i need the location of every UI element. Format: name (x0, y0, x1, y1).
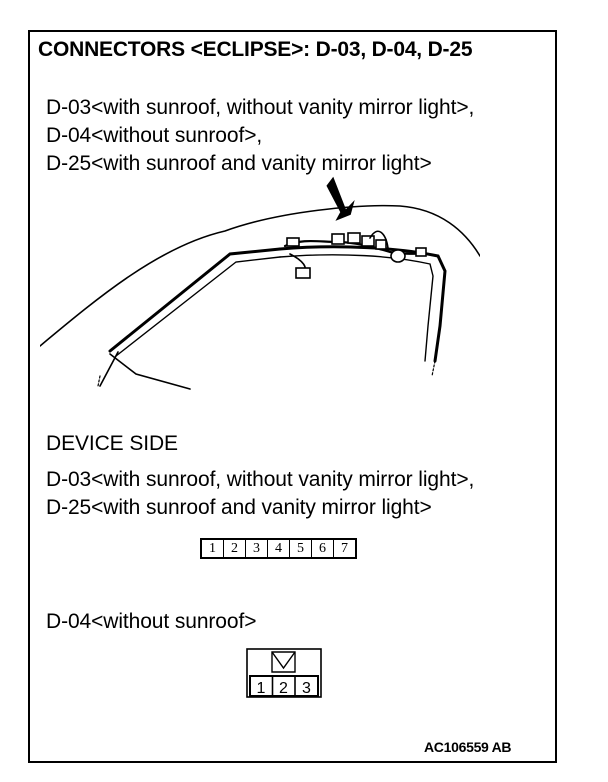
connector-3-pin-outline (246, 648, 322, 698)
device-line-d03: D-03<with sunroof, without vanity mirror light>, (46, 468, 475, 491)
device-line-d25: D-25<with sunroof and vanity mirror light> (46, 496, 432, 519)
header-line-d04: D-04<without sunroof>, (46, 124, 263, 147)
device-line-d04: D-04<without sunroof> (46, 610, 257, 633)
header-line-d25: D-25<with sunroof and vanity mirror light> (46, 152, 432, 175)
vehicle-roof-illustration (40, 176, 480, 391)
connector-pin: 3 (246, 540, 268, 557)
figure-reference-code: AC106559 AB (424, 739, 512, 755)
connector-pin: 2 (279, 680, 288, 697)
device-side-heading: DEVICE SIDE (46, 432, 178, 455)
connector-pin: 3 (302, 680, 311, 697)
connector-pin: 1 (256, 680, 266, 697)
header-line-d03: D-03<with sunroof, without vanity mirror light>, (46, 96, 475, 119)
page-title: CONNECTORS <ECLIPSE>: D-03, D-04, D-25 (38, 38, 473, 61)
connector-pin: 7 (341, 540, 348, 556)
connector-pin: 4 (268, 540, 290, 557)
connector-pin: 6 (312, 540, 334, 557)
connector-7-pin (200, 538, 357, 559)
connector-3-pin (246, 648, 322, 703)
connector-pin: 5 (290, 540, 312, 557)
connector-pin: 2 (224, 540, 246, 557)
connector-pin: 1 (202, 540, 224, 557)
